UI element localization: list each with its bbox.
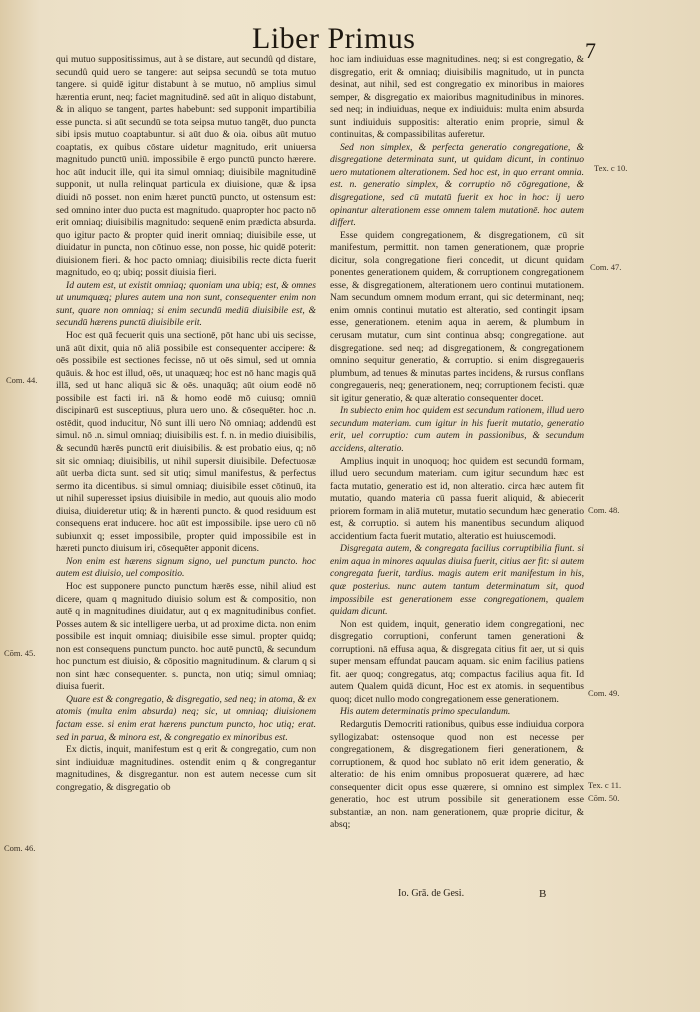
running-head-title: Liber Primus: [252, 22, 416, 55]
paragraph-lemma: Non enim est hærens signum signo, uel punctum puncto. hoc autem est diuisio, uel compositio.: [56, 555, 316, 580]
right-text-column: [330, 54, 584, 832]
paragraph: Ex dictis, inquit, manifestum est q erit & congregatio, cum non sint indiuiduæ magnitudines. ostendit enim q & congregantur magnitudines, & disgregantur. non est autem necesse cum sit congregatio, & disgregatio ob: [56, 744, 316, 793]
left-text-column: [56, 54, 316, 794]
page-number: 7: [585, 38, 596, 63]
paragraph-lemma: Disgregata autem, & congregata facilius corruptibilia fiunt. si enim aqua in minores aquulas diuisa fuerit, citius aer fit: si autem congregata fuerit, tardius. magis autem erit manifestum in his, quæ posterius. nunc autem tantum determinatum sit, quod impossibile est generationem esse congregationem, qualem quidam dicunt.: [330, 543, 584, 618]
paragraph-lemma: His autem determinatis primo speculandum.: [340, 706, 511, 718]
paragraph: Amplius inquit in unoquoq; hoc quidem est secundū formam, illud uero secundum materiam. cum igitur secundum hæc est facta mutatio, generatio est id, non alteratio. circa hæc autem fit mutatio, quando materia cū passa fuerit aliquid, & abiecerit priorem formam in aliā mutetur, mutatio secundum hæc generatio est, & corruptio. si autem his manentibus secundum aliquod accidentium facta fuerit mutatio, alteratio est huiuscemodi.: [330, 455, 584, 542]
margin-note-com48: Com. 48.: [588, 505, 620, 515]
signature-mark: Io. Grā. de Gesi.: [398, 888, 465, 899]
paragraph-lemma: Id autem est, ut existit omniaq; quoniam una ubiq; est, & omnes ut unumquæq; plures autem una non sunt, consequenter enim non sunt, quare non omniaq; si enim secundū mediū diuisibile est, & secundū hærens punctū diuisibile erit.: [56, 279, 316, 329]
paragraph: qui mutuo suppositissimus, aut à se distare, aut secundû qd distare, secundû quid uero se tangere: aut seipsa secundû se tota mutuo tangere. si quidē igitur distabunt à se mutuo, nō amplius simul hærentia erunt, neq; faciet magnitudinē. sed aūt in aliquo distabunt, & in aliquo se tangent, partes habebunt: sed supponit impartibilia esse puncta. si aūt secundū se tota seipsa mutuo tangēt, duo puncta sibi ipsis mutuo coaptabuntur. si aūt duo & oia. oibus aūt mutuo coaptatis, ex quibus cōstare uidetur magnitudo, erit uniuersa magnitudo punctū uniū. impossibile ē ergo punctū puncto hærere. hoc aūt inducit ille, qui ita simul omniaq; diuisibile magnitudinē supponit, ut nulla relinquat particula ex diuisione, quæ & ipsa diuidi nō posset. non enim hæret punctū puncto, ut ostensum est: sed omnino inter duo pucta est magnitudo. quapropter hoc pacto nō erit omniaq; diuisibilis magnitudo: sequenē enim prædicta absurda. quo igitur pacto & propter quid inerit omniaq; diuisibile esse, ut diuidatur in puncta, non cōtinuo esse, non posse, hic quidē poterit: diuisionem fieri. & hoc pacto omniaq; diuisibilis recte dicta fuerit magnitudo, eo q; ubiq; possit diuisia fieri.: [56, 54, 316, 279]
margin-note-tex11: Tex. c 11.: [588, 780, 622, 790]
paragraph: Hoc est supponere puncto punctum hærēs esse, nihil aliud est dicere, quam q magnitudo diuisio solum est & compositio, non autē q in magnitudines diuidatur, aut q ex magnitudinibus confiet. Posses autem & sic intelligere uerba, ut ad proxime dicta. non enim possibile est inquit omniaq; diuisibile esse simul. propter quidq; non est consequens punctum puncto. hoc autē punctū, & secundum hoc punctum est diuisio, & cōpositio magnitudinum. & clarum q si non sint hæc consequenter. s. puncta, non utiq; simul omniaq; diuisa fuerit.: [56, 580, 316, 693]
show-through-text: [200, 26, 206, 52]
margin-note-com47: Com. 47.: [590, 262, 622, 272]
margin-note-com44: Com. 44.: [6, 375, 38, 385]
paragraph-lemma: In subiecto enim hoc quidem est secundum rationem, illud uero secundum materiam. cum igitur in his fuerit mutatio, generatio erit, uel corruptio: cum autem in passionibus, & secundum accidens, alteratio.: [330, 405, 584, 454]
signature-letter: B: [539, 888, 547, 900]
paragraph: Non est quidem, inquit, generatio idem congregationi, nec disgregatio corruptioni, conferunt tamen generationi & corruptioni. nā effusa aqua, & disgregata citius fit aer, ut si quis super mensam effundat paucam aquam. sic enim facilius patiens fit. aer quoq; congregatus, atq; compactus facilius aqua fit. Id autem Qualem quidā dicunt, Hoc est ex atomis. in sequentibus quoq; dicet nullo modo congregationem esse generationem.: [330, 618, 584, 705]
paragraph: hoc iam indiuiduas esse magnitudines. neq; si est congregatio, & disgregatio, erit & omniaq; diuisibilis magnitudo, ut in puncta desinat, aut nihil, sed est congregatio ex minoribus in maiores semper, & disgregatio ex maioribus magnitudinibus in minores. sed neq; in indiuiduas, neque ex indiuiduis: multa enim absurda sunt indiuiduis suppositis: alteratio enim proprie, simul & continuitas, & compassibilitas auferetur.: [330, 54, 584, 141]
margin-note-com45: Cōm. 45.: [4, 648, 36, 658]
margin-note-com46: Com. 46.: [4, 843, 36, 853]
paragraph: Esse quidem congregationem, & disgregationem, cū sit manifestum, permittit. non tamen generationem, quæ proprie dicitur, sola congregatione fieri concedit, ut dicunt quidam ponentes generationem quidem, & corruptionem congregationem esse, & disgregationem, alterationem uero continui mutationem. Nam secundum omnem modum errant, qui sic determinant, neq; enim omnis continui mutatio est alteratio, sed contingit ipsam esse, generationem. etenim aqua in aerem, & plumbum in cerusam mutatur, cum sint continua absq; congregatione. aut disgregatione. sed neq; ad disgregationem, & congregationem omnino sequitur generatio, & corruptio. si enim disgregaueris plumbum, ad tenues & minutas partes incidens, & rursus conflans congregaueris, neq; generationem, neq; corruptionem fecisti. quæ sit igitur generatio, & quæ alteratio consequenter docet.: [330, 229, 584, 404]
paragraph-lemma: Sed non simplex, & perfecta generatio congregatione, & disgregatione determinata sunt, ut quidam dicunt, in continuo uero mutationem alterationem. Sed hoc est, in quo errant omnia. est. n. generatio simplex, & corruptio nō cōgregatione, & disgregatione, sed cū mutatū fuerit ex hoc in hoc: ij uero opinantur alterationem esse omnem talem mutationē. hoc autem differt.: [330, 141, 584, 229]
paragraph: Hoc est quā fecuerit quis una sectionē, pōt hanc ubi uis secisse, unā aūt dixit, quia nō aliā possibile est consequenter accipere: & oēs possibile est sectiones fecisse, nō ut oēs simul, sed ut omnia quāuis. & hoc est illud, oēs, ut unaquæq; hoc est nō hanc magis quā illā, sed ut hanc aliquā sic & oēs. unaquāq; aūt oium eodē nō possibile est facti iri. nā & homo eodē mō cuiusq; omniū discipinarū est susceptiuus, plura uero uno. & cōsequēter. hoc .n. ostēdit, quod inducitur, Nō sunt illi uero Nō omniaq; addendū est simul. nō .n. simul omniaq; diuisibilis est. f. n. in medio diuisibilis, & secundū hærēs punctū erit diuisibilis. & est probatio eius, q; nō sit sic omniaq; diuisibilis, ut nihil supersit diuisibile. Defectuosæ aūt uerba dicta sunt. sed sit utiq; simul manifestus, & perfectus sermo ita dicentibus. si simul omniaq; diuisibile esset cōtinuū, ita ut nihil superesset ipsius diuisibile in medio, aut quouis alio modo diuisa, diuideretur utiq; & in hærenti puncto. & quod residuum est consequens erat inducere. hoc aūt est impossibile. ipse uero cū nō subiunxit q; esset impossibile, propter quid impossibile est in hæreti puncto diuisum iri, cōsequēter apponit dicens.: [56, 330, 316, 555]
margin-note-tex10: Tex. c 10.: [594, 163, 628, 173]
margin-note-com50: Cōm. 50.: [588, 793, 620, 803]
margin-note-com49: Com. 49.: [588, 688, 620, 698]
paragraph: Redargutis Democriti rationibus, quibus esse indiuidua corpora syllogizabat: ostensoque quod non est necesse per congregationem, & disgregationem fieri generationem, & corruptionem, & quod hoc sublato nō erit idem generatio, & alteratio: de his enim omnibus proposuerat quærere, ad hæc consequenter dicit opus esse quærere, si omnino est simplex generatio, hoc est utrum possibile sit generationem esse substantiæ, an non. nam generationem, quæ proprie dicitur, & absq;: [330, 718, 584, 831]
paragraph-lemma: Quare est & congregatio, & disgregatio, sed neq; in atoma, & ex atomis (multa enim absurda) neq; sic, ut omniaq; diuisionem factam esse. si enim erat hærens punctum puncto, hoc utiq; erat. sed in parua, & minora est, & congregatio ex minoribus est.: [56, 693, 316, 743]
